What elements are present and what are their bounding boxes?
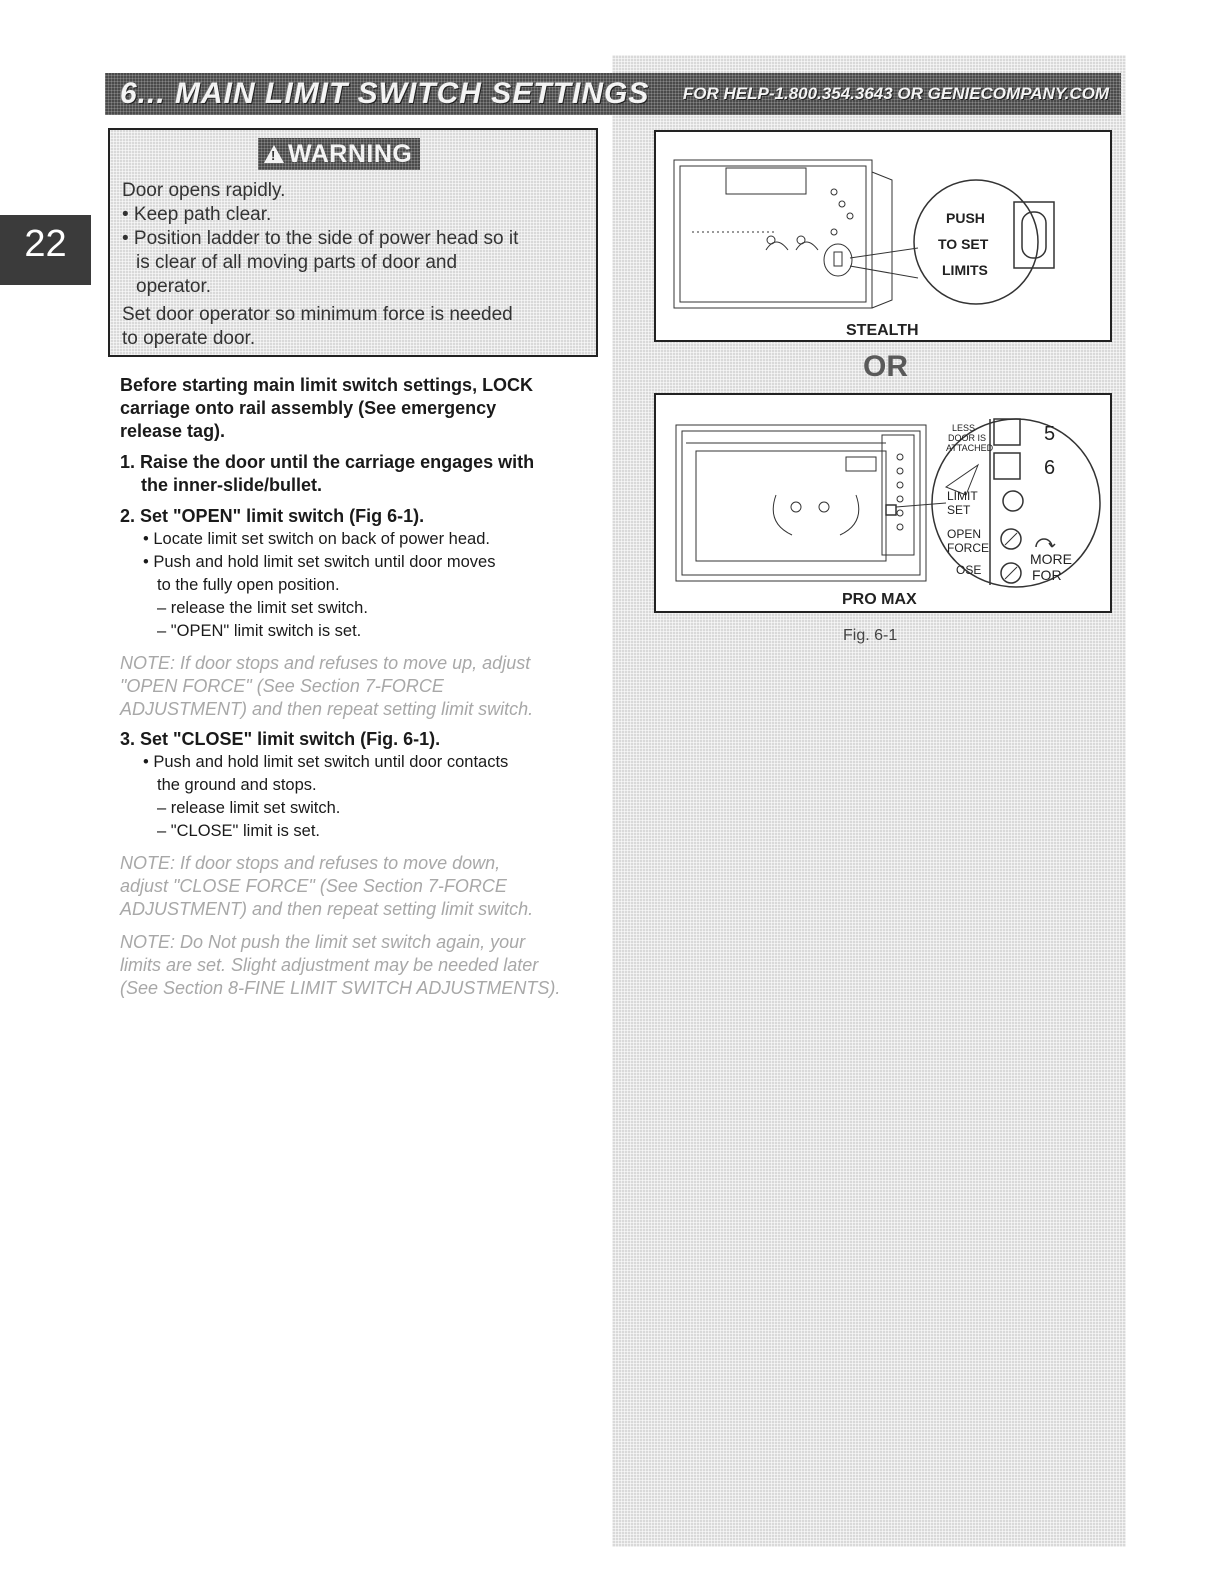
promax-callout-limit-set: LIMIT	[947, 489, 978, 503]
note-close-force: ADJUSTMENT) and then repeat setting limit switch.	[120, 899, 534, 919]
promax-callout-attached: DOOR IS	[948, 433, 987, 443]
promax-label: PRO MAX	[842, 591, 917, 608]
warning-line: Door opens rapidly.	[122, 180, 286, 201]
warning-box	[108, 128, 598, 357]
warning-line: • Keep path clear.	[122, 204, 272, 225]
intro-line: carriage onto rail assembly (See emergency	[120, 398, 497, 418]
step-2-item: to the fully open position.	[157, 576, 340, 594]
intro-line: Before starting main limit switch settings, LOCK	[120, 375, 534, 395]
promax-callout-limit-set: SET	[947, 503, 971, 517]
warning-line: to operate door.	[122, 328, 256, 349]
stealth-callout-line: TO SET	[938, 236, 989, 252]
or-label: OR	[863, 350, 908, 383]
promax-callout-more: MORE	[1030, 551, 1072, 567]
section-title: 6... MAIN LIMIT SWITCH SETTINGS	[120, 77, 650, 110]
promax-callout-attached: LESS	[952, 423, 976, 433]
promax-figure	[654, 393, 1112, 613]
page-number-tab	[0, 215, 91, 285]
note-do-not-push: limits are set. Slight adjustment may be needed later	[120, 955, 539, 975]
step-3-title: 3. Set "CLOSE" limit switch (Fig. 6-1).	[120, 729, 441, 749]
note-open-force: NOTE: If door stops and refuses to move up, adjust	[120, 653, 531, 673]
note-open-force: ADJUSTMENT) and then repeat setting limit switch.	[120, 699, 534, 719]
warning-triangle-icon	[264, 145, 284, 163]
warning-line: is clear of all moving parts of door and	[136, 252, 458, 273]
page-number: 22	[24, 223, 67, 265]
stealth-callout-line: PUSH	[946, 210, 985, 226]
promax-terminal-6: 6	[1044, 457, 1056, 479]
step-3-item: – "CLOSE" limit is set.	[157, 822, 321, 840]
warning-heading-text: WARNING	[288, 139, 413, 168]
step-2-title: 2. Set "OPEN" limit switch (Fig 6-1).	[120, 506, 425, 526]
note-do-not-push: (See Section 8-FINE LIMIT SWITCH ADJUSTMENTS).	[120, 978, 561, 998]
step-2-item: • Push and hold limit set switch until door moves	[143, 553, 496, 571]
promax-terminal-5: 5	[1044, 423, 1056, 445]
promax-callout-open-force: OPEN	[947, 527, 982, 541]
warning-line: Set door operator so minimum force is needed	[122, 304, 513, 325]
step-3-item: the ground and stops.	[157, 776, 317, 794]
promax-callout-close: OSE	[956, 563, 982, 577]
step-2-item: • Locate limit set switch on back of power head.	[143, 530, 490, 548]
section-header-bar	[105, 73, 1121, 115]
step-2-item: – "OPEN" limit switch is set.	[157, 622, 362, 640]
warning-line: • Position ladder to the side of power head so it	[122, 228, 519, 249]
note-open-force: "OPEN FORCE" (See Section 7-FORCE	[120, 676, 444, 696]
help-contact-text: FOR HELP-1.800.354.3643 OR GENIECOMPANY.COM	[682, 84, 1109, 103]
stealth-label: STEALTH	[846, 322, 919, 339]
stealth-callout-line: LIMITS	[942, 262, 988, 278]
figure-caption: Fig. 6-1	[843, 627, 898, 644]
note-do-not-push: NOTE: Do Not push the limit set switch again, your	[120, 932, 526, 952]
promax-callout-force: FOR	[1032, 567, 1062, 583]
warning-line: operator.	[136, 276, 211, 297]
stealth-power-head-illustration	[656, 132, 1110, 340]
intro-line: release tag).	[120, 421, 226, 441]
note-close-force: NOTE: If door stops and refuses to move down,	[120, 853, 501, 873]
step-2-item: – release the limit set switch.	[157, 599, 368, 617]
step-1-line: 1. Raise the door until the carriage engages with	[120, 452, 535, 472]
stealth-figure	[654, 130, 1112, 342]
warning-heading	[258, 138, 420, 170]
step-3-item: – release limit set switch.	[157, 799, 341, 817]
note-close-force: adjust "CLOSE FORCE" (See Section 7-FORCE	[120, 876, 507, 896]
step-1-line: the inner-slide/bullet.	[141, 475, 323, 495]
step-3-item: • Push and hold limit set switch until door contacts	[143, 753, 509, 771]
promax-callout-open-force: FORCE	[947, 541, 989, 555]
promax-callout-attached: ATTACHED	[946, 443, 994, 453]
